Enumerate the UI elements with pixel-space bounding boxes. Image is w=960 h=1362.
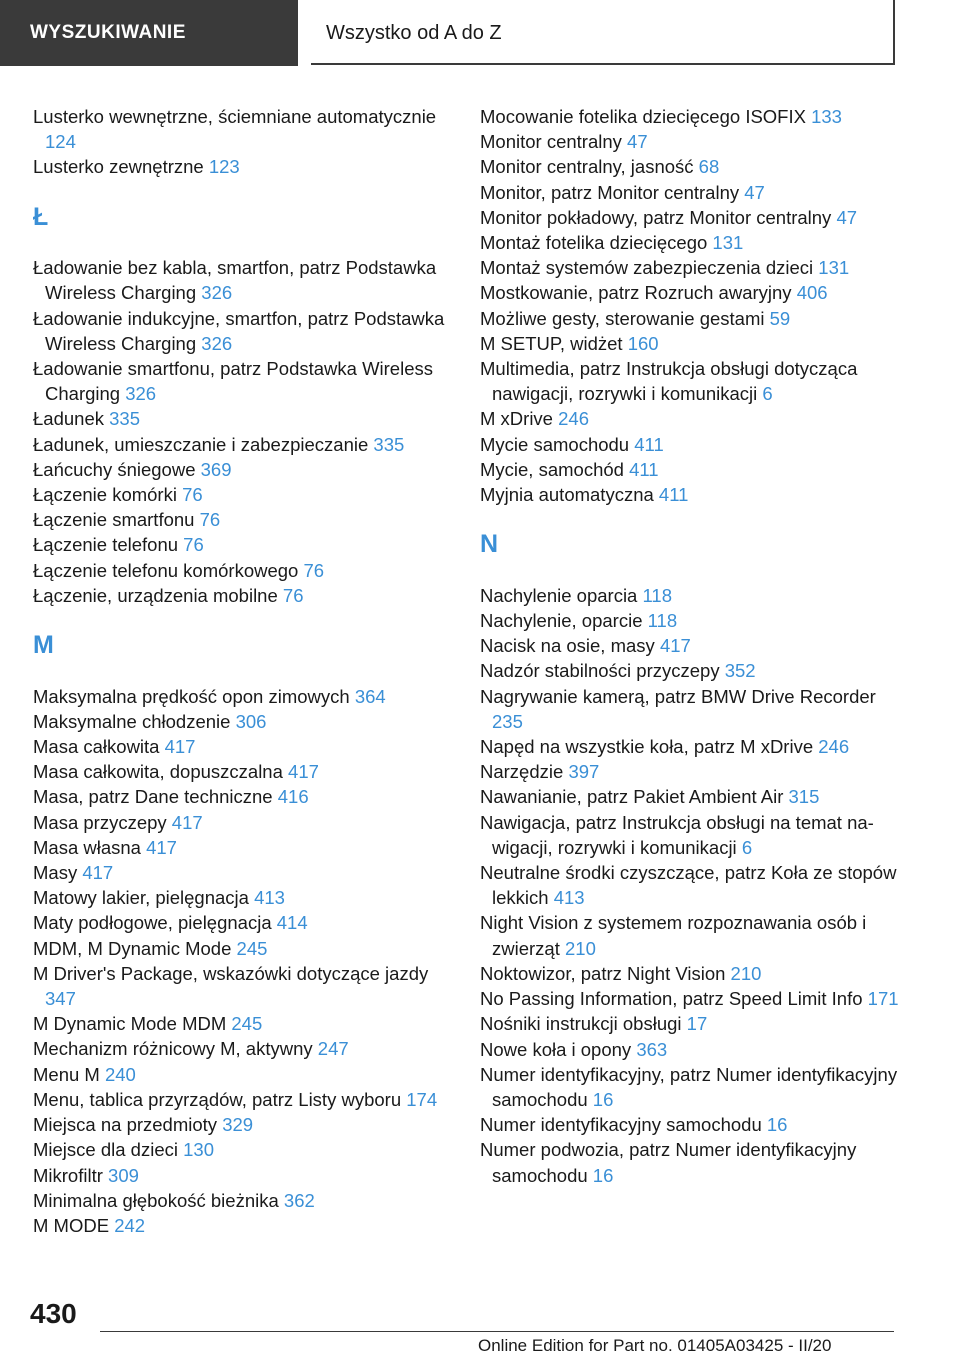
- index-entry: [33, 1112, 448, 1137]
- index-entry-term: No Passing Information, patrz Speed Limit Info: [480, 988, 863, 1010]
- page-reference-link[interactable]: 47: [627, 131, 648, 153]
- index-entry-term: Lusterko wewnętrzne, ściemniane automatycznie: [33, 106, 437, 127]
- index-entry-term: Miejsce dla dzieci: [33, 1139, 178, 1161]
- index-entry: [480, 255, 900, 280]
- index-entry: [480, 961, 900, 986]
- index-entry-term: Maksymalna prędkość opon zimowych: [33, 685, 350, 707]
- index-entry: [480, 154, 900, 179]
- index-entry: [33, 255, 448, 305]
- index-entry: [480, 457, 900, 482]
- page-reference-link[interactable]: 76: [282, 584, 304, 606]
- index-entry-term: Multimedia, patrz Instrukcja obsługi dotycząca nawigacji, rozrywki i komunikacji: [480, 358, 858, 405]
- index-entry: [33, 583, 448, 608]
- page-reference-link[interactable]: 210: [730, 962, 762, 984]
- index-entry: [480, 331, 900, 356]
- index-entry: [33, 885, 448, 910]
- index-entry-term: Mycie samochodu: [480, 433, 630, 455]
- index-entry-term: Masy: [33, 862, 78, 884]
- page-reference-link[interactable]: 76: [199, 509, 221, 531]
- index-entry-term: MDM, M Dynamic Mode: [33, 937, 232, 959]
- index-entry: [33, 1188, 448, 1213]
- index-entry: [33, 532, 448, 557]
- index-entry: [33, 432, 448, 457]
- page-reference-link[interactable]: 306: [235, 710, 267, 732]
- page-reference-link[interactable]: 413: [553, 887, 585, 909]
- index-entry-term: Nachylenie, oparcie: [480, 610, 643, 632]
- index-entry-term: Ładunek, umieszczanie i zabezpieczanie: [33, 433, 369, 455]
- index-entry: [33, 1213, 448, 1238]
- index-entry-term: Łączenie smartfonu: [33, 509, 195, 531]
- page-reference-link[interactable]: 417: [164, 736, 196, 758]
- index-entry-term: Ładowanie smartfonu, patrz Podstawka Wireless Charging: [33, 358, 433, 405]
- index-entry: [33, 684, 448, 709]
- index-entry-term: Nośniki instrukcji obsługi: [480, 1013, 682, 1035]
- index-column-right: [480, 104, 900, 1188]
- index-entry-term: Maksymalne chłodzenie: [33, 710, 231, 732]
- page-reference-link[interactable]: 417: [659, 635, 691, 657]
- index-entry-term: Maty podłogowe, pielęgnacja: [33, 912, 272, 934]
- page-reference-link[interactable]: 364: [354, 685, 386, 707]
- index-entry: [33, 507, 448, 532]
- index-entry: [480, 1037, 900, 1062]
- index-entry: [33, 734, 448, 759]
- page-reference-link[interactable]: 315: [788, 786, 820, 808]
- index-entry-term: Narzędzie: [480, 761, 564, 783]
- index-entry: [33, 1163, 448, 1188]
- page-reference-link[interactable]: 417: [146, 836, 177, 858]
- page-reference-link[interactable]: 362: [283, 1189, 315, 1211]
- footer-divider: [100, 1331, 894, 1332]
- index-entry-term: Ładowanie bez kabla, smartfon, patrz Podstawka Wireless Charging: [33, 257, 437, 304]
- index-entry: [480, 910, 900, 960]
- index-entry: [33, 306, 448, 356]
- index-entry: [33, 860, 448, 885]
- index-entry: [480, 583, 900, 608]
- index-entry: [480, 734, 900, 759]
- index-entry-term: M Dynamic Mode MDM: [33, 1013, 227, 1035]
- index-entry-term: Numer identyfikacyjny, patrz Numer identyfikacyjny samochodu: [480, 1063, 898, 1110]
- page-reference-link[interactable]: 133: [811, 106, 842, 127]
- index-entry: [33, 709, 448, 734]
- page-reference-link[interactable]: 417: [288, 761, 319, 783]
- page-reference-link[interactable]: 363: [636, 1038, 668, 1060]
- page-reference-link[interactable]: 124: [45, 131, 76, 153]
- index-entry-term: Łączenie komórki: [33, 484, 177, 506]
- index-entry: [480, 205, 900, 230]
- page-reference-link[interactable]: 397: [568, 761, 600, 783]
- index-entry-term: Możliwe gesty, sterowanie gestami: [480, 307, 765, 329]
- index-entry-term: Monitor centralny: [480, 131, 622, 153]
- index-letter-heading: M: [33, 631, 54, 660]
- page-reference-link[interactable]: 76: [182, 484, 203, 506]
- page-reference-link[interactable]: 411: [629, 458, 659, 480]
- index-entry-term: Miejsca na przedmioty: [33, 1114, 218, 1136]
- index-entry-term: Monitor pokładowy, patrz Monitor centralny: [480, 206, 832, 228]
- index-entry-term: Minimalna głębokość bieżnika: [33, 1189, 279, 1211]
- page-reference-link[interactable]: 130: [183, 1139, 214, 1161]
- index-entry-term: Mycie, samochód: [480, 458, 624, 480]
- index-entry: [480, 759, 900, 784]
- index-entry-term: Łączenie telefonu: [33, 534, 179, 556]
- index-entry-term: Menu, tablica przyrządów, patrz Listy wyboru: [33, 1088, 402, 1110]
- index-entry: [480, 280, 900, 305]
- index-entry: [33, 1087, 448, 1112]
- index-entry: [33, 1036, 448, 1061]
- page-reference-link[interactable]: 413: [254, 887, 285, 909]
- index-entry-term: Lusterko zewnętrzne: [33, 156, 204, 178]
- index-column-left: [33, 104, 448, 1238]
- page-reference-link[interactable]: 335: [109, 408, 140, 430]
- index-entry-term: Ładunek: [33, 408, 104, 430]
- topic-title: Wszystko od A do Z: [311, 0, 895, 65]
- index-entry-term: M xDrive: [480, 408, 553, 430]
- page-reference-link[interactable]: 414: [276, 912, 308, 934]
- index-entry: [33, 457, 448, 482]
- index-entry: [480, 1112, 900, 1137]
- index-entry-term: Napęd na wszystkie koła, patrz M xDrive: [480, 736, 814, 758]
- index-entry-term: Myjnia automatyczna: [480, 484, 654, 506]
- page-reference-link[interactable]: 247: [317, 1038, 349, 1060]
- index-entry-term: Ładowanie indukcyjne, smartfon, patrz Podstawka Wireless Charging: [33, 307, 445, 354]
- index-entry-term: Mikrofiltr: [33, 1164, 103, 1186]
- index-entry: [33, 759, 448, 784]
- index-entry: [480, 684, 900, 734]
- index-entry: [480, 129, 900, 154]
- page-reference-link[interactable]: 76: [183, 534, 204, 556]
- index-entry: [480, 608, 900, 633]
- page-reference-link[interactable]: 47: [744, 181, 765, 203]
- page-reference-link[interactable]: 417: [171, 811, 203, 833]
- index-entry-term: Nowe koła i opony: [480, 1038, 632, 1060]
- index-entry: [480, 784, 900, 809]
- index-entry-term: Łączenie, urządzenia mobilne: [33, 584, 278, 606]
- index-entry-term: Matowy lakier, pielęgnacja: [33, 887, 249, 909]
- index-entry: [480, 633, 900, 658]
- index-entry: [33, 1062, 448, 1087]
- index-entry: [480, 810, 900, 860]
- index-entry: [33, 154, 448, 179]
- page-reference-link[interactable]: 17: [686, 1013, 708, 1035]
- page-reference-link[interactable]: 411: [634, 433, 664, 455]
- page-reference-link[interactable]: 131: [818, 257, 850, 279]
- index-entry-term: Masa całkowita, dopuszczalna: [33, 761, 283, 783]
- page-reference-link[interactable]: 369: [200, 458, 232, 480]
- page-reference-link[interactable]: 417: [82, 862, 114, 884]
- index-entry-term: Mocowanie fotelika dziecięcego ISOFIX: [480, 106, 806, 127]
- index-entry-term: Night Vision z systemem rozpoznawania osób i zwierząt: [480, 912, 867, 959]
- index-entry: [33, 406, 448, 431]
- page-reference-link[interactable]: 246: [558, 408, 589, 430]
- index-entry-term: Masa całkowita: [33, 736, 160, 758]
- page-reference-link[interactable]: 210: [565, 937, 596, 959]
- page-reference-link[interactable]: 326: [201, 332, 233, 354]
- index-entry-term: M SETUP, widżet: [480, 332, 623, 354]
- page-reference-link[interactable]: 123: [208, 156, 240, 178]
- index-entry: [33, 835, 448, 860]
- page-reference-link[interactable]: 352: [724, 660, 756, 682]
- index-entry: [480, 180, 900, 205]
- page-reference-link[interactable]: 16: [592, 1088, 614, 1110]
- page-reference-link[interactable]: 326: [201, 282, 233, 304]
- index-entry-term: Masa własna: [33, 836, 141, 858]
- index-entry: [33, 356, 448, 406]
- page-reference-link[interactable]: 245: [236, 937, 268, 959]
- page-reference-link[interactable]: 6: [741, 836, 753, 858]
- index-entry-term: Montaż systemów zabezpieczenia dzieci: [480, 257, 814, 279]
- page-reference-link[interactable]: 16: [766, 1114, 788, 1136]
- index-entry: [33, 910, 448, 935]
- index-entry-term: Nachylenie oparcia: [480, 584, 638, 606]
- index-entry: [480, 230, 900, 255]
- index-entry-term: M MODE: [33, 1214, 110, 1236]
- page-reference-link[interactable]: 171: [867, 988, 899, 1010]
- index-entry-term: Nacisk na osie, masy: [480, 635, 655, 657]
- page-reference-link[interactable]: 16: [592, 1164, 614, 1186]
- index-entry-term: Łączenie telefonu komórkowego: [33, 559, 299, 581]
- index-entry-term: Nadzór stabilności przyczepy: [480, 660, 720, 682]
- index-entry: [480, 860, 900, 910]
- index-entry: [480, 104, 900, 129]
- index-entry-term: Nawigacja, patrz Instrukcja obsługi na temat nawigacji, rozrywki i komunikacji: [480, 811, 874, 858]
- index-entry-term: Mechanizm różnicowy M, aktywny: [33, 1038, 313, 1060]
- page-reference-link[interactable]: 174: [406, 1088, 438, 1110]
- index-entry-term: Masa, patrz Dane techniczne: [33, 786, 273, 808]
- page-reference-link[interactable]: 411: [658, 484, 689, 506]
- index-entry-term: Numer podwozia, patrz Numer identyfikacyjny samochodu: [480, 1139, 857, 1186]
- index-letter-heading: Ł: [33, 202, 49, 231]
- index-entry-term: Menu M: [33, 1063, 100, 1085]
- index-entry: [33, 482, 448, 507]
- page-reference-link[interactable]: 245: [231, 1013, 263, 1035]
- index-entry-term: Noktowizor, patrz Night Vision: [480, 962, 726, 984]
- page-reference-link[interactable]: 329: [222, 1114, 254, 1136]
- page-reference-link[interactable]: 118: [642, 584, 672, 606]
- index-entry-term: Nagrywanie kamerą, patrz BMW Drive Recorder: [480, 685, 876, 707]
- page-header: [0, 0, 896, 66]
- page-reference-link[interactable]: 68: [698, 156, 720, 178]
- page-reference-link[interactable]: 246: [818, 736, 850, 758]
- page-reference-link[interactable]: 406: [796, 282, 828, 304]
- page-reference-link[interactable]: 309: [108, 1164, 139, 1186]
- index-entry-term: Montaż fotelika dziecięcego: [480, 232, 708, 254]
- page-reference-link[interactable]: 47: [836, 206, 858, 228]
- index-letter-heading: N: [480, 530, 499, 559]
- index-entry: [480, 482, 900, 507]
- page-reference-link[interactable]: 240: [104, 1063, 136, 1085]
- index-entry: [33, 104, 448, 154]
- page-reference-link[interactable]: 76: [303, 559, 325, 581]
- page-reference-link[interactable]: 335: [373, 433, 405, 455]
- page-reference-link[interactable]: 160: [627, 332, 659, 354]
- page-number: 430: [30, 1298, 77, 1329]
- index-entry: [33, 1137, 448, 1162]
- page-reference-link[interactable]: 235: [492, 710, 523, 732]
- index-entry-term: Neutralne środki czyszczące, patrz Koła ze stopów lekkich: [480, 862, 897, 909]
- index-entry: [480, 658, 900, 683]
- section-title: WYSZUKIWANIE: [0, 0, 298, 66]
- page-reference-link[interactable]: 59: [769, 307, 791, 329]
- index-entry: [480, 432, 900, 457]
- index-entry-term: Mostkowanie, patrz Rozruch awaryjny: [480, 282, 792, 304]
- page-reference-link[interactable]: 326: [125, 383, 157, 405]
- index-entry-term: Nawanianie, patrz Pakiet Ambient Air: [480, 786, 784, 808]
- index-entry: [480, 1011, 900, 1036]
- edition-note: Online Edition for Part no. 01405A03425 - II/20: [478, 1336, 832, 1355]
- index-entry-term: Monitor, patrz Monitor centralny: [480, 181, 740, 203]
- index-entry-term: Numer identyfikacyjny samochodu: [480, 1114, 762, 1136]
- index-entry: [33, 784, 448, 809]
- index-entry-term: Łańcuchy śniegowe: [33, 458, 196, 480]
- index-entry: [33, 961, 448, 1011]
- page-reference-link[interactable]: 118: [647, 610, 678, 632]
- index-entry: [480, 1062, 900, 1112]
- page-reference-link[interactable]: 416: [277, 786, 309, 808]
- page-reference-link[interactable]: 347: [45, 988, 76, 1010]
- index-entry: [480, 1137, 900, 1187]
- index-entry: [33, 558, 448, 583]
- index-entry-term: Masa przyczepy: [33, 811, 167, 833]
- page-reference-link[interactable]: 6: [762, 383, 773, 405]
- index-entry: [33, 1011, 448, 1036]
- index-entry: [480, 306, 900, 331]
- index-entry: [33, 810, 448, 835]
- index-entry-term: Monitor centralny, jasność: [480, 156, 694, 178]
- index-entry: [480, 406, 900, 431]
- index-entry: [480, 356, 900, 406]
- index-entry: [480, 986, 900, 1011]
- index-entry: [33, 936, 448, 961]
- index-entry-term: M Driver's Package, wskazówki dotyczące jazdy: [33, 962, 429, 984]
- page-reference-link[interactable]: 242: [114, 1214, 146, 1236]
- page-reference-link[interactable]: 131: [712, 232, 744, 254]
